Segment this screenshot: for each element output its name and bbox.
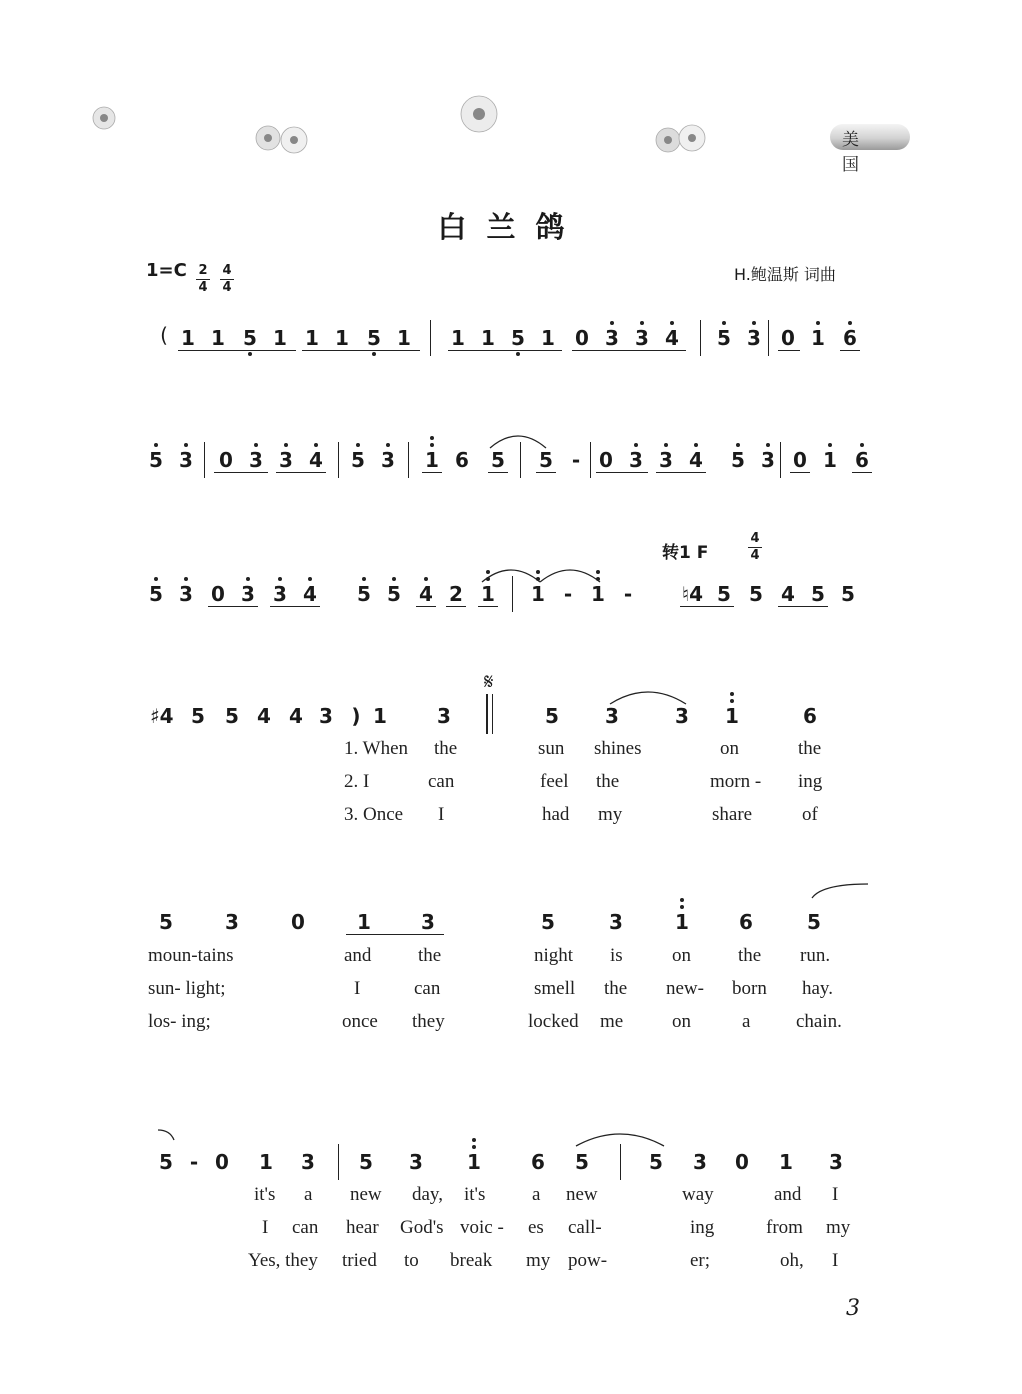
note: 3 (693, 1150, 707, 1174)
upper-octave-dot (680, 898, 684, 902)
note: 4 (686, 449, 706, 471)
note: 5 (714, 327, 734, 349)
lyric-syllable: of (802, 804, 818, 825)
upper-octave-dot (766, 443, 770, 447)
beam-underline (208, 606, 258, 607)
lyric-syllable: can (414, 978, 441, 999)
note: 1 (397, 326, 411, 350)
lyric-syllable: the (738, 945, 762, 966)
flower-decoration-icon (88, 104, 120, 132)
upper-octave-dot (730, 699, 734, 703)
upper-octave-dot (472, 1145, 476, 1149)
note: 5 (491, 448, 505, 472)
lyric-syllable: new- (666, 978, 704, 999)
upper-octave-dot (278, 577, 282, 581)
note: 3 (626, 449, 646, 471)
upper-octave-dot (694, 443, 698, 447)
note: - (563, 582, 573, 606)
note: 4 (300, 583, 320, 605)
beam-underline (790, 472, 810, 473)
lyric-syllable: feel (540, 771, 569, 792)
note: - (189, 1150, 199, 1174)
lyric-syllable: oh, (780, 1250, 804, 1271)
barline (338, 442, 339, 478)
tie-start (812, 880, 868, 900)
note: - (571, 448, 581, 472)
note: 3 (609, 910, 623, 934)
note: 1 (273, 326, 287, 350)
beam-underline (276, 472, 326, 473)
lyric-syllable: a (532, 1184, 541, 1205)
upper-octave-dot (430, 443, 434, 447)
upper-octave-dot (722, 321, 726, 325)
note: 5 (807, 910, 821, 934)
beam-underline (656, 472, 706, 473)
note: 1 (808, 327, 828, 349)
upper-octave-dot (736, 443, 740, 447)
note: 0 (735, 1150, 749, 1174)
upper-octave-dot (184, 443, 188, 447)
lyric-syllable: my (526, 1250, 551, 1271)
lyric-syllable: and (774, 1184, 802, 1205)
note: 5 (225, 704, 239, 728)
note: 1 (672, 911, 692, 933)
upper-octave-dot (848, 321, 852, 325)
note: 6 (852, 449, 872, 471)
note: 4 (306, 449, 326, 471)
barline (768, 320, 769, 356)
origin-label: 美 国 (842, 130, 873, 175)
upper-octave-dot (184, 577, 188, 581)
upper-octave-dot (314, 443, 318, 447)
beam-underline (214, 472, 268, 473)
barline (700, 320, 701, 356)
note: 5 (508, 327, 528, 349)
beam-underline (416, 606, 436, 607)
barline (590, 442, 591, 478)
upper-octave-dot (730, 692, 734, 696)
beam-underline (840, 350, 860, 351)
upper-octave-dot (640, 321, 644, 325)
beam-underline (852, 472, 872, 473)
note: 1 (464, 1151, 484, 1173)
lyric-syllable: ing (690, 1217, 715, 1238)
note: 4 (662, 327, 682, 349)
note: 3 (378, 449, 398, 471)
upper-octave-dot (392, 577, 396, 581)
note: 5 (539, 448, 553, 472)
note: 0 (215, 1150, 229, 1174)
upper-octave-dot (634, 443, 638, 447)
upper-octave-dot (670, 321, 674, 325)
lyric-syllable: can (292, 1217, 319, 1238)
lyric-syllable: I (354, 978, 361, 999)
upper-octave-dot (308, 577, 312, 581)
upper-octave-dot (284, 443, 288, 447)
barline (780, 442, 781, 478)
lyric-syllable: from (766, 1217, 803, 1238)
note: 0 (219, 448, 233, 472)
composer-credit: H.鲍温斯 词曲 (734, 265, 836, 284)
modulation-time-signature: 4 4 (748, 532, 762, 563)
lyric-syllable: the (434, 738, 458, 759)
beam-underline (448, 350, 562, 351)
slur-arc (576, 1128, 664, 1148)
upper-octave-dot (816, 321, 820, 325)
lyric-syllable: day, (412, 1184, 443, 1205)
beam-underline (488, 472, 508, 473)
note: 1 (528, 583, 548, 605)
lower-octave-dot (372, 352, 376, 356)
note: 5 (384, 583, 404, 605)
note: ♯4 (150, 704, 174, 728)
flower-decoration-icon (456, 94, 502, 134)
lyric-syllable: voic - (460, 1217, 504, 1238)
lyric-syllable: I (438, 804, 445, 825)
note: 3 (421, 910, 435, 934)
lyric-syllable: it's (464, 1184, 486, 1205)
upper-octave-dot (860, 443, 864, 447)
note: 1 (305, 326, 319, 350)
slur-arc (610, 686, 686, 706)
lyric-syllable: run. (800, 945, 831, 966)
note: 4 (781, 582, 795, 606)
note: 1 (820, 449, 840, 471)
lyric-syllable: pow- (568, 1250, 608, 1271)
note: 3 (437, 704, 451, 728)
lyric-syllable: it's (254, 1184, 276, 1205)
note: 3 (744, 327, 764, 349)
lyric-syllable: the (418, 945, 442, 966)
note: 5 (717, 582, 731, 606)
note: 1 (357, 910, 371, 934)
lyric-syllable: a (742, 1011, 751, 1032)
lyric-syllable: can (428, 771, 455, 792)
note: 5 (159, 910, 173, 934)
note: 3 (675, 704, 689, 728)
note: 0 (599, 448, 613, 472)
lyric-syllable: er; (690, 1250, 711, 1271)
note: 0 (211, 582, 225, 606)
beam-underline (178, 350, 296, 351)
lyric-syllable: born (732, 978, 767, 999)
beam-underline (446, 606, 466, 607)
lyric-syllable: morn - (710, 771, 762, 792)
lyric-syllable: shines (594, 738, 642, 759)
segno-sign: 𝄋 (484, 670, 494, 695)
lower-octave-dot (516, 352, 520, 356)
lyric-syllable: call- (568, 1217, 602, 1238)
note: 3 (176, 449, 196, 471)
upper-octave-dot (386, 443, 390, 447)
lyric-syllable: es (528, 1217, 544, 1238)
upper-octave-dot (362, 577, 366, 581)
beam-underline (346, 934, 444, 935)
note: 6 (803, 704, 817, 728)
beam-underline (536, 472, 556, 473)
lyric-syllable: moun-tains (148, 945, 234, 966)
note: 1 (478, 583, 498, 605)
upper-octave-dot (154, 577, 158, 581)
note: 1 (335, 326, 349, 350)
note: 6 (531, 1150, 545, 1174)
time-signature-2-4: 2 4 (196, 264, 210, 295)
note: 1 (588, 583, 608, 605)
lyric-syllable: share (712, 804, 753, 825)
note: 5 (728, 449, 748, 471)
barline (430, 320, 431, 356)
note: 0 (793, 448, 807, 472)
beam-underline (572, 350, 686, 351)
lyric-syllable: Yes, they (248, 1250, 318, 1271)
note: ) (351, 704, 361, 728)
note: 3 (319, 704, 333, 728)
note: 3 (176, 583, 196, 605)
lyric-syllable: they (412, 1011, 445, 1032)
lyric-syllable: a (304, 1184, 313, 1205)
song-title: 白兰鸽 (437, 210, 585, 244)
note: 5 (348, 449, 368, 471)
lyric-syllable: los- ing; (148, 1011, 211, 1032)
lyric-syllable: the (798, 738, 822, 759)
note: 5 (364, 327, 384, 349)
lyric-syllable: on (720, 738, 739, 759)
note: 3 (409, 1150, 423, 1174)
lyric-syllable: my (598, 804, 623, 825)
note: 0 (781, 326, 795, 350)
upper-octave-dot (472, 1138, 476, 1142)
lyric-syllable: and (344, 945, 372, 966)
note: 5 (541, 910, 555, 934)
lyric-syllable: I (832, 1184, 839, 1205)
origin-tag (830, 124, 910, 175)
lyric-syllable: new (350, 1184, 382, 1205)
beam-underline (302, 350, 420, 351)
note: 1 (211, 326, 225, 350)
note: 5 (146, 449, 166, 471)
note: 3 (829, 1150, 843, 1174)
lyric-syllable: ing (798, 771, 823, 792)
note: 4 (416, 583, 436, 605)
upper-octave-dot (430, 436, 434, 440)
flower-decoration-icon (252, 124, 314, 156)
note: 5 (575, 1150, 589, 1174)
note: 4 (257, 704, 271, 728)
beam-underline (478, 606, 498, 607)
beam-underline (680, 606, 734, 607)
modulation-label: 转1 F (662, 543, 709, 563)
note: 1 (541, 326, 555, 350)
beam-underline (778, 606, 828, 607)
barline (620, 1144, 621, 1180)
note: 6 (840, 327, 860, 349)
lyric-syllable: I (832, 1250, 839, 1271)
note: 0 (575, 326, 589, 350)
lyric-syllable: smell (534, 978, 576, 999)
lyric-syllable: on (672, 1011, 691, 1032)
note: 1 (722, 705, 742, 727)
note: 1 (481, 326, 495, 350)
lyric-syllable: 3. Once (344, 804, 404, 825)
upper-octave-dot (154, 443, 158, 447)
note: 5 (545, 704, 559, 728)
note: 3 (238, 583, 258, 605)
upper-octave-dot (664, 443, 668, 447)
upper-octave-dot (246, 577, 250, 581)
lyric-syllable: break (450, 1250, 493, 1271)
flower-decoration-icon (652, 124, 710, 156)
upper-octave-dot (254, 443, 258, 447)
note: 3 (276, 449, 296, 471)
note: 5 (359, 1150, 373, 1174)
note: 3 (632, 327, 652, 349)
lyric-syllable: 2. I (344, 771, 370, 792)
lyric-syllable: way (682, 1184, 714, 1205)
time-signature-4-4: 4 4 (220, 264, 234, 295)
upper-octave-dot (424, 577, 428, 581)
note: 1 (373, 704, 387, 728)
note: 3 (605, 704, 619, 728)
note: 3 (246, 449, 266, 471)
slur-arc (540, 564, 600, 584)
upper-octave-dot (828, 443, 832, 447)
note: 6 (739, 910, 753, 934)
note: - (623, 582, 633, 606)
note: 1 (181, 326, 195, 350)
note: 5 (240, 327, 260, 349)
slur-arc (490, 430, 546, 450)
lyric-syllable: my (826, 1217, 851, 1238)
beam-underline (596, 472, 648, 473)
barline (338, 1144, 339, 1180)
note: 1 (422, 449, 442, 471)
lyric-syllable: me (600, 1011, 624, 1032)
repeat-barline (486, 694, 493, 734)
page-number: 3 (846, 1296, 860, 1321)
lyric-syllable: the (604, 978, 628, 999)
upper-octave-dot (680, 905, 684, 909)
lyric-syllable: on (672, 945, 691, 966)
lyric-syllable: had (542, 804, 570, 825)
note: 5 (841, 582, 855, 606)
note: 3 (656, 449, 676, 471)
beam-underline (778, 350, 800, 351)
note: 3 (270, 583, 290, 605)
lower-octave-dot (248, 352, 252, 356)
note: 5 (354, 583, 374, 605)
note: 5 (146, 583, 166, 605)
lyric-syllable: the (596, 771, 620, 792)
note: 1 (259, 1150, 273, 1174)
lyric-syllable: chain. (796, 1011, 842, 1032)
note: ♮4 (682, 582, 704, 606)
note: 0 (291, 910, 305, 934)
lyric-syllable: God's (400, 1217, 444, 1238)
note: 5 (191, 704, 205, 728)
open-paren: ( (160, 323, 168, 347)
tie-end (158, 1128, 176, 1142)
barline (204, 442, 205, 478)
slur-arc (482, 564, 540, 584)
lyric-syllable: sun- light; (148, 978, 226, 999)
beam-underline (270, 606, 320, 607)
note: 5 (749, 582, 763, 606)
lyric-syllable: new (566, 1184, 598, 1205)
barline (408, 442, 409, 478)
upper-octave-dot (610, 321, 614, 325)
upper-octave-dot (752, 321, 756, 325)
note: 5 (649, 1150, 663, 1174)
lyric-syllable: I (262, 1217, 269, 1238)
lyric-syllable: is (610, 945, 623, 966)
note: 3 (602, 327, 622, 349)
note: 4 (289, 704, 303, 728)
lyric-syllable: sun (538, 738, 565, 759)
beam-underline (422, 472, 442, 473)
note: 2 (449, 582, 463, 606)
note: 5 (811, 582, 825, 606)
lyric-syllable: tried (342, 1250, 377, 1271)
lyric-syllable: once (342, 1011, 378, 1032)
note: 3 (225, 910, 239, 934)
lyric-syllable: 1. When (344, 738, 409, 759)
note: 5 (159, 1150, 173, 1174)
note: 1 (779, 1150, 793, 1174)
lyric-syllable: hay. (802, 978, 833, 999)
upper-octave-dot (356, 443, 360, 447)
lyric-syllable: locked (528, 1011, 579, 1032)
note: 3 (758, 449, 778, 471)
lyric-syllable: hear (346, 1217, 379, 1238)
key-signature: 1=C (146, 260, 187, 281)
note: 1 (451, 326, 465, 350)
lyric-syllable: night (534, 945, 574, 966)
lyric-syllable: to (404, 1250, 419, 1271)
note: 3 (301, 1150, 315, 1174)
note: 6 (455, 448, 469, 472)
